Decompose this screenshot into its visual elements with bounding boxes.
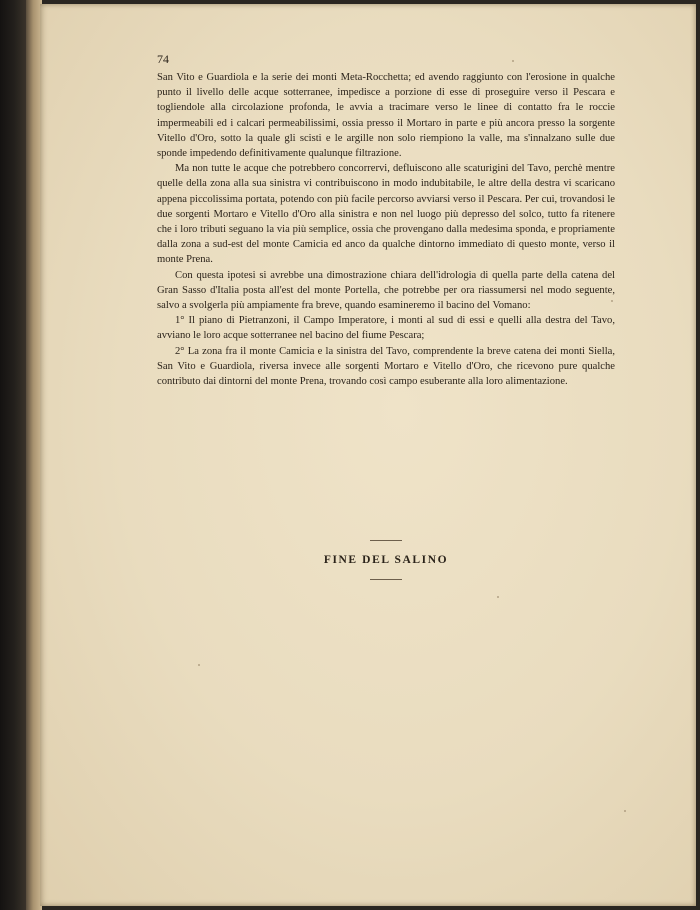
paragraph: Ma non tutte le acque che potrebbero concorrervi, defluiscono alle scaturigini del Tavo, perchè mentre quelle della zona alla sua sinistra vi contribuiscono in modo indubitabile, le altre della destra vi scaricano appena piccolissima portata, potendo con più facile percorso avviarsi verso il Pescara. Per cui, trovandosi le due sorgenti Mortaro e Vitello d'Oro alla sinistra e non nel luogo più depresso del solco, tutto fa ritenere che i loro tributi seguano la via più semplice, ossia che provengano dalla medesima sponda, e propriamente dalla zona a sud-est del monte Camicia ed anco da qualche dintorno immediato di questo monte, verso il monte Prena. [157, 163, 615, 266]
divider-top [370, 540, 402, 541]
paper-speck [497, 596, 499, 598]
closing-section [157, 540, 615, 580]
page-text-block [157, 52, 615, 389]
paragraph: Con questa ipotesi si avrebbe una dimostrazione chiara dell'idrologia di quella parte della catena del Gran Sasso d'Italia posta all'est del monte Portella, che potrebbe per ora riassumersi nel modo seguente, salvo a svolgerla più ampiamente fra breve, quando esamineremo il bacino del Vomano: [157, 269, 615, 312]
divider-bottom [370, 579, 402, 580]
closing-title: FINE DEL SALINO [323, 554, 449, 566]
list-item: 1° Il piano di Pietranzoni, il Campo Imperatore, i monti al sud di essi e quelli alla destra del Tavo, avviano le loro acque sotterranee nel bacino del fiume Pescara; [157, 315, 615, 342]
book-binding [0, 0, 26, 910]
page-number: 74 [157, 52, 169, 66]
paper-speck [624, 810, 626, 812]
paper-speck [198, 664, 200, 666]
list-item: 2° La zona fra il monte Camicia e la sinistra del Tavo, comprendente la breve catena dei monti Siella, San Vito e Guardiola, riversa invece alle sorgenti Mortaro e Vitello d'Oro, che ricevono pure qualche contributo dai dintorni del monte Prena, trovando così campo esuberante alla loro alimentazione. [157, 345, 615, 388]
paragraph: San Vito e Guardiola e la serie dei monti Meta-Rocchetta; ed avendo raggiunto con l'erosione in qualche punto il livello delle acque sotterranee, impedisce a porzione di esse di proseguire verso il Pescara e togliendole alla circolazione profonda, le avvia a tracimare verso le linee di contatto fra le roccie impermeabili ed i calcari permeabilissimi, ossia presso il Mortaro in parte e più ancora presso la sorgente Vitello d'Oro, sotto la quale gli scisti e le argille non solo riempiono la valle, ma s'innalzano sulle due sponde impedendo definitivamente qualunque filtrazione. [157, 72, 615, 160]
